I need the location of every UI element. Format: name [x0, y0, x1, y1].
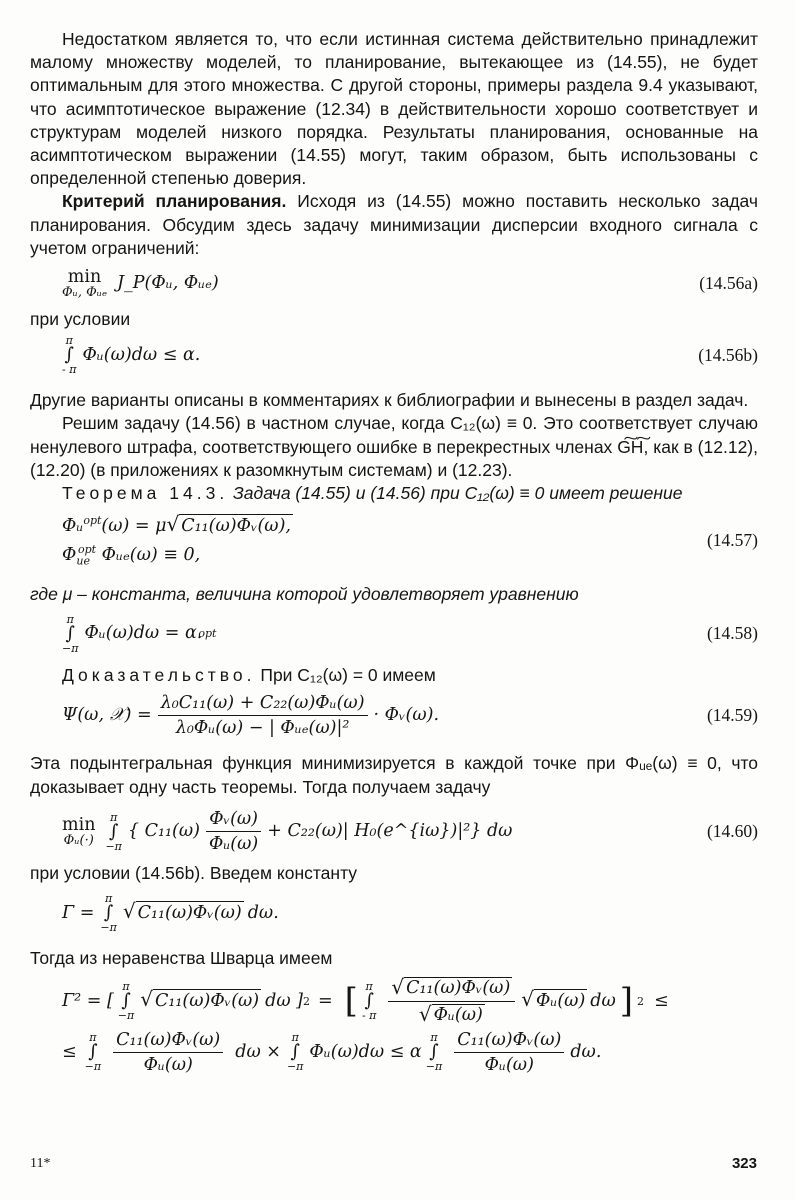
equation-14-60: min Φᵤ(·) π ∫ −π { C₁₁(ω) $\frac{\text{Φᵥ(ω)}}{\text{Φᵤ(ω)}}$ + C₂₂(ω)| H₀(e^{iω})|²} dω (14.60) [62, 808, 758, 855]
solution-line-1: Φᵤ$^{opt}$(ω) = μ √ C₁₁(ω)Φᵥ(ω), [62, 509, 293, 538]
page-body [30, 28, 758, 1075]
integral-sign-2: π ∫ −π [286, 1031, 304, 1074]
signature-mark: 11* [30, 1156, 51, 1171]
equation-number: (14.60) [706, 820, 758, 841]
paragraph-2-heading: Критерий планирования. [62, 191, 287, 212]
equation-14-56b [30, 335, 758, 375]
paragraph-10: при условии (14.56b). Введем константу [30, 863, 358, 884]
fraction: $\frac{\text{λ₀C₁₁(ω) + C₂₂(ω)Φᵤ(ω)}}{\text{λ₀Φᵤ(ω) − | Φᵤₑ(ω)|²}}$ [158, 693, 368, 738]
equation-number: (14.59) [706, 705, 758, 726]
paragraph-3: при условии [30, 309, 131, 330]
page-number: 323 [731, 1155, 757, 1172]
equation-schwarz-2: ≤ π ∫ −π $\frac{\text{C₁₁(ω)Φᵥ(ω)}}{\text{Φᵤ(ω)}}$ dω × π ∫ −π Φᵤ(ω)dω ≤ α π ∫ −π $\frac{\text{C₁₁(ω)Φᵥ(ω)}}{\text{Φᵤ(ω)}}$ dω. [62, 1029, 602, 1075]
integral-sign: π ∫ −π [84, 1031, 102, 1074]
paragraph-7: где μ – константа, величина которой удовлетворяет уравнению [30, 583, 579, 604]
equation-schwarz-1: Γ² = [ π ∫ −π √ C₁₁(ω)Φᵥ(ω) dω ] 2 = [ π ∫ - π √ C₁₁(ω)Φᵥ(ω) √ Φᵤ(ω) √ Φᵤ(ω) dω ] 2 ≤ [62, 974, 669, 1026]
integral-sign: π ∫ −π [105, 810, 122, 853]
fraction: $\frac{\text{C₁₁(ω)Φᵥ(ω)}}{\text{Φᵤ(ω)}}$ [113, 1030, 223, 1075]
equation-number: (14.56b) [698, 344, 758, 365]
min-operator: min Φᵤ, Φᵤₑ [62, 267, 107, 301]
equation-number: (14.56a) [699, 273, 758, 294]
equation-14-56a [30, 268, 758, 300]
integral-body: Φᵤ(ω)dω ≤ α. [82, 344, 201, 365]
min-operator: min Φᵤ(·) [62, 814, 96, 848]
page-footer [30, 1152, 757, 1175]
proof-paragraph [30, 664, 758, 687]
paragraph-2-text: Исходя из (14.55) можно поставить несколько задач планирования. Обсудим здесь задачу минимизации дисперсии входного сигнала с учетом ограничений: [30, 191, 758, 258]
proof-label: Доказательство. [62, 665, 256, 686]
paragraph-1: Недостатком является то, что если истинная система действительно принадлежит малому множеству моделей, то планирование, вытекающее из (14.55), не будет оптимальным для этого множества. С другой стороны, примеры раздела 9.4 указывают, что асимптотическое выражение (12.34) в действительности хорошо соответствует и структурам моделей низкого порядка. Результаты планирования, основанные на асимптотическом выражении (14.55) могут, таким образом, быть использованы с определенной степенью доверия. [30, 29, 758, 189]
equation-gamma: Γ = π ∫ −π √ C₁₁(ω)Φᵥ(ω) dω. [62, 892, 279, 935]
equation-14-59: Ψ(ω, 𝒳) = $\frac{\text{λ₀C₁₁(ω) + C₂₂(ω)Φᵤ(ω)}}{\text{λ₀Φᵤ(ω) − | Φᵤₑ(ω)|²}}$ · Φᵥ(ω). (14.59) [62, 693, 758, 739]
paragraph-11: Тогда из неравенства Шварца имеем [30, 948, 333, 969]
equation-14-57 [30, 509, 758, 573]
equation-number: (14.58) [706, 623, 758, 644]
fraction: $\frac{\text{Φᵥ(ω)}}{\text{Φᵤ(ω)}}$ [206, 809, 261, 854]
theorem-text: Задача (14.55) и (14.56) при C₁₂(ω) ≡ 0 имеет решение [228, 483, 683, 504]
theorem-label: Теорема 14.3. [62, 483, 229, 504]
paragraph-5: Решим задачу (14.56) в частном случае, когда C₁₂(ω) ≡ 0. Это соответствует случаю ненулевого штрафа, соответствующего ошибке в перекрестных членах G͠H͠, как в (12.12), (12.20) (в приложениях к разомкнутым системам) и (12.23). [30, 413, 758, 480]
integral-sign: π ∫ −π [100, 892, 117, 935]
paragraph-2 [30, 190, 758, 260]
proof-text: При C₁₂(ω) = 0 имеем [255, 665, 436, 686]
fraction-2: $\frac{\text{C₁₁(ω)Φᵥ(ω)}}{\text{Φᵤ(ω)}}$ [454, 1030, 564, 1075]
integral-sign: π ∫ - π [62, 334, 77, 377]
integral-sign: π ∫ −π [117, 980, 135, 1023]
equation-14-58: π ∫ −π Φᵤ(ω)dω = α. opt (14.58) [62, 613, 758, 656]
solution-line-2: $\Phi_{ue}^{opt}$ Φᵤₑ(ω) ≡ 0, [62, 543, 201, 568]
fraction: √ C₁₁(ω)Φᵥ(ω) √ Φᵤ(ω) [388, 977, 515, 1026]
integral-sign-3: π ∫ −π [425, 1031, 443, 1074]
equation-number: (14.57) [706, 530, 758, 551]
integral-sign-2: π ∫ - π [361, 980, 377, 1023]
integral-body: Φᵤ(ω)dω = α. [84, 623, 203, 644]
paragraph-9: Эта подынтегральная функция минимизируется в каждой точке при Φᵤₑ(ω) ≡ 0, что доказывает одну часть теоремы. Тогда получаем задачу [30, 753, 758, 797]
theorem-statement [30, 482, 758, 505]
paragraph-4: Другие варианты описаны в комментариях к библиографии и вынесены в раздел задач. [30, 390, 749, 411]
integral-sign: π ∫ −π [62, 613, 79, 656]
criterion-expression: J_P(Φᵤ, Φᵤₑ) [117, 273, 219, 294]
